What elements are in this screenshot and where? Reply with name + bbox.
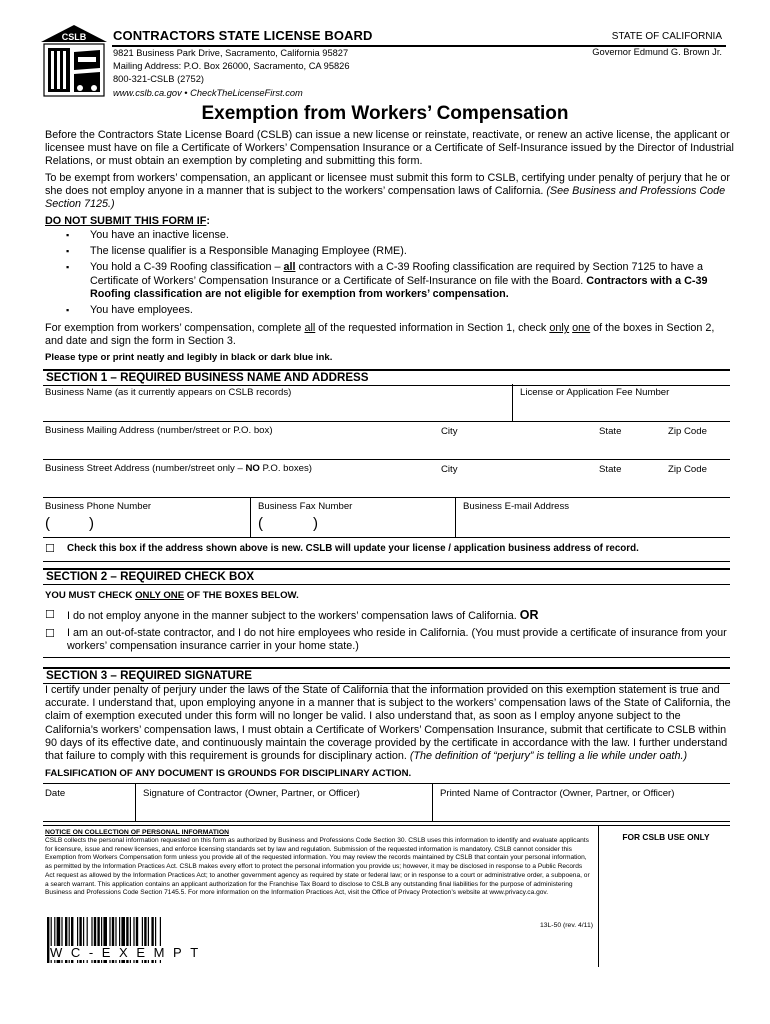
phone-area-close: ) [89,515,94,532]
list-item: ▪ The license qualifier is a Responsible Managing Employee (RME). [66,245,736,258]
p3-text-a: For exemption from workers’ compensation, complete [45,322,305,334]
option1-text: I do not employ anyone in the manner subject to the workers’ compensation laws of California. [67,610,517,622]
form-number: 13L-50 (rev. 4/11) [539,922,593,929]
field-divider [455,497,456,537]
street-city-label: City [441,464,458,475]
p3-one: one [572,322,591,334]
field-rule [43,421,730,422]
cslb-logo [40,24,108,98]
section3-heading: SECTION 3 – REQUIRED SIGNATURE [43,667,730,684]
field-rule [43,497,730,498]
field-divider [432,783,433,821]
fax-label: Business Fax Number [258,501,353,512]
notice-heading: NOTICE ON COLLECTION OF PERSONAL INFORMATION [45,829,230,836]
p3-only: only [549,322,570,334]
street-state-label: State [599,464,622,475]
exclusion-list [66,229,736,317]
print-note: Please type or print neatly and legibly in black or dark blue ink. [45,352,333,363]
phone-area-open: ( [45,515,50,532]
cert-text: I certify under penalty of perjury under the laws of the State of California that the information provided on this exemption statement is true and accurate. I understand that, upon employing anyone in a manner that is subject to the workers’ compensation laws of the State of California, the claim of exemption executed under this form will no longer be valid. I also understand that, as soon as I employ anyone subject to the California’s workers’ compensation laws, I must obtain a Certificate of Workers’ Compensation Insurance, submit that certificate to CSLB within 90 days of its effective date, and continuously maintain the coverage provided by the certificate in accordance with the law. I further understand that failure to comply with this requirement is grounds for disciplinary action. [45,684,731,763]
field-rule [43,537,730,538]
instr-text-b: OF THE BOXES BELOW. [184,590,299,601]
intro-p2-text: To be exempt from workers’ compensation, an applicant or licensee must submit this form to CSLB, certifying under penalty of perjury that he or she does not employ anyone in a manner that is subject to the workers’ compensation laws of California. [45,172,730,198]
board-address [113,47,350,100]
out-of-state-label: I am an out-of-state contractor, and I do not hire employees who reside in California. (You must provide a certificate of insurance from your workers’ compensation insurance carrier in your home state.) [67,627,727,653]
no-employees-checkbox[interactable]: ☐ [45,609,55,621]
notice-rule [43,825,730,826]
intro-p2-citation: (See Business and Professions Code Section 7125.) [45,185,726,211]
section1-heading: SECTION 1 – REQUIRED BUSINESS NAME AND ADDRESS [43,369,730,386]
no-employees-label [67,609,735,623]
field-rule [43,561,730,562]
notice-text: CSLB collects the personal information requested on this form as authorized by Business and Professions Code Section 30. CSLB uses this information to identify and evaluate applicants for licensure, issue and renew licenses, and enforce licensing standards set by law and regulation. Submission of the requested information is mandatory. CSLB cannot consider this Exemption from Workers Compensation form unless you provide all of the requested information. You may review the records maintained by CSLB that contain your personal information, as permitted by the Information Practices Act. CSLB makes every effort to protect the personal information you provide us; however, it may be disclosed in response to a Public Records Act request as allowed by the Information Practices Act; to another government agency as required by state or federal law; or in response to a court or administrative order, a subpoena, or a search warrant. This application contains an applicant authorization for the Franchise Tax Board to disclose to CSLB any outstanding final liabilities for the purpose of administering Business and Professions Code Section 7145.5. For more information on the Information Practices Act, visit the Office of Privacy Protection’s website at www.privacy.ca.gov. [45,837,590,897]
p3-all: all [304,322,316,334]
out-of-state-checkbox[interactable]: ☐ [45,628,55,640]
license-number-label: License or Application Fee Number [520,387,670,398]
or-label: OR [519,608,539,622]
field-rule [43,657,730,658]
do-not-submit-label: DO NOT SUBMIT THIS FORM IF [45,215,207,227]
fax-area-open: ( [258,515,263,532]
intro-paragraph-3 [45,322,735,348]
website-line: www.cslb.ca.gov • CheckTheLicenseFirst.com [113,87,303,98]
certification-text [45,684,735,763]
mailing-address-label: Business Mailing Address (number/street or P.O. box) [45,425,273,436]
field-divider [512,384,513,421]
barcode-text: WC-EXEMPT [50,945,207,960]
cslb-use-divider [598,825,599,967]
field-rule [43,459,730,460]
section2-heading: SECTION 2 – REQUIRED CHECK BOX [43,568,730,585]
section2-instruction [45,590,299,601]
address-line: 9821 Business Park Drive, Sacramento, California 95827 [113,48,349,58]
business-name-label: Business Name (as it currently appears on CSLB records) [45,387,292,398]
new-address-label: Check this box if the address shown above is new. CSLB will update your license / application business address of record. [67,543,639,554]
mailing-city-label: City [441,426,458,437]
field-divider [250,497,251,537]
address-line: 800-321-CSLB (2752) [113,74,204,85]
p3-text-c: of the boxes in Section 2, and date and sign the form in Section 3. [45,322,715,348]
do-not-submit-heading: DO NOT SUBMIT THIS FORM IF: [45,215,210,227]
governor-name: Governor Edmund G. Brown Jr. [592,47,722,57]
list-item: ▪ You have employees. [66,304,736,317]
street-no: NO [245,463,260,474]
bullet3-text-a: You hold a C-39 Roofing classification – [90,261,284,274]
instr-text-a: YOU MUST CHECK [45,590,136,601]
bullet3-text-b: contractors with a C-39 Roofing classification are required by Section 7125 to have a Certificate of Workers’ Compensation Insurance or a Certificate of Self-Insurance on file with the Board. [90,261,703,287]
p3-text-b: of the requested information in Section 1, check [315,322,550,334]
field-divider [135,783,136,821]
new-address-checkbox[interactable]: ☐ [45,543,55,555]
email-label: Business E-mail Address [463,501,570,512]
signature-label: Signature of Contractor (Owner, Partner, or Officer) [143,788,360,799]
list-item [66,261,736,301]
perjury-definition: (The definition of “perjury” is telling a lie while under oath.) [409,750,688,763]
intro-paragraph-1: Before the Contractors State License Board (CSLB) can issue a new license or reinstate, reactivate, or renew an active license, the applicant or licensee must have on file a Certificate of Workers’ Compensation Insurance or a Certificate of Self-Insurance issued by the Director of Industrial Relations, or must obtain an exemption by completing and submitting this form. [45,129,734,168]
street-text-a: Business Street Address (number/street only – [45,463,246,474]
field-rule [43,821,730,822]
mailing-zip-label: Zip Code [668,426,707,437]
board-name: CONTRACTORS STATE LICENSE BOARD [113,28,373,43]
street-zip-label: Zip Code [668,464,707,475]
date-label: Date [45,788,66,799]
intro-paragraph-2 [45,172,735,212]
falsification-warning: FALSIFICATION OF ANY DOCUMENT IS GROUNDS FOR DISCIPLINARY ACTION. [45,768,412,779]
logo-text: CSLB [61,32,87,42]
fax-area-close: ) [313,515,318,532]
list-item: ▪ You have an inactive license. [66,229,736,242]
cslb-use-only-label: FOR CSLB USE ONLY [622,832,710,842]
address-line: Mailing Address: P.O. Box 26000, Sacramento, CA 95826 [113,61,350,72]
bullet3-all: all [283,261,296,274]
phone-label: Business Phone Number [45,501,152,512]
bullet3-bold: Contractors with a C-39 Roofing classification are not eligible for exemption from workers’ compensation. [90,274,708,300]
instr-only-one: ONLY ONE [135,590,185,601]
mailing-state-label: State [599,426,622,437]
street-text-b: P.O. boxes) [259,463,312,474]
street-address-label [45,463,312,474]
field-rule [43,783,730,784]
form-title: Exemption from Workers’ Compensation [201,103,569,124]
printed-name-label: Printed Name of Contractor (Owner, Partner, or Officer) [440,788,675,799]
state-label: STATE OF CALIFORNIA [611,31,722,42]
